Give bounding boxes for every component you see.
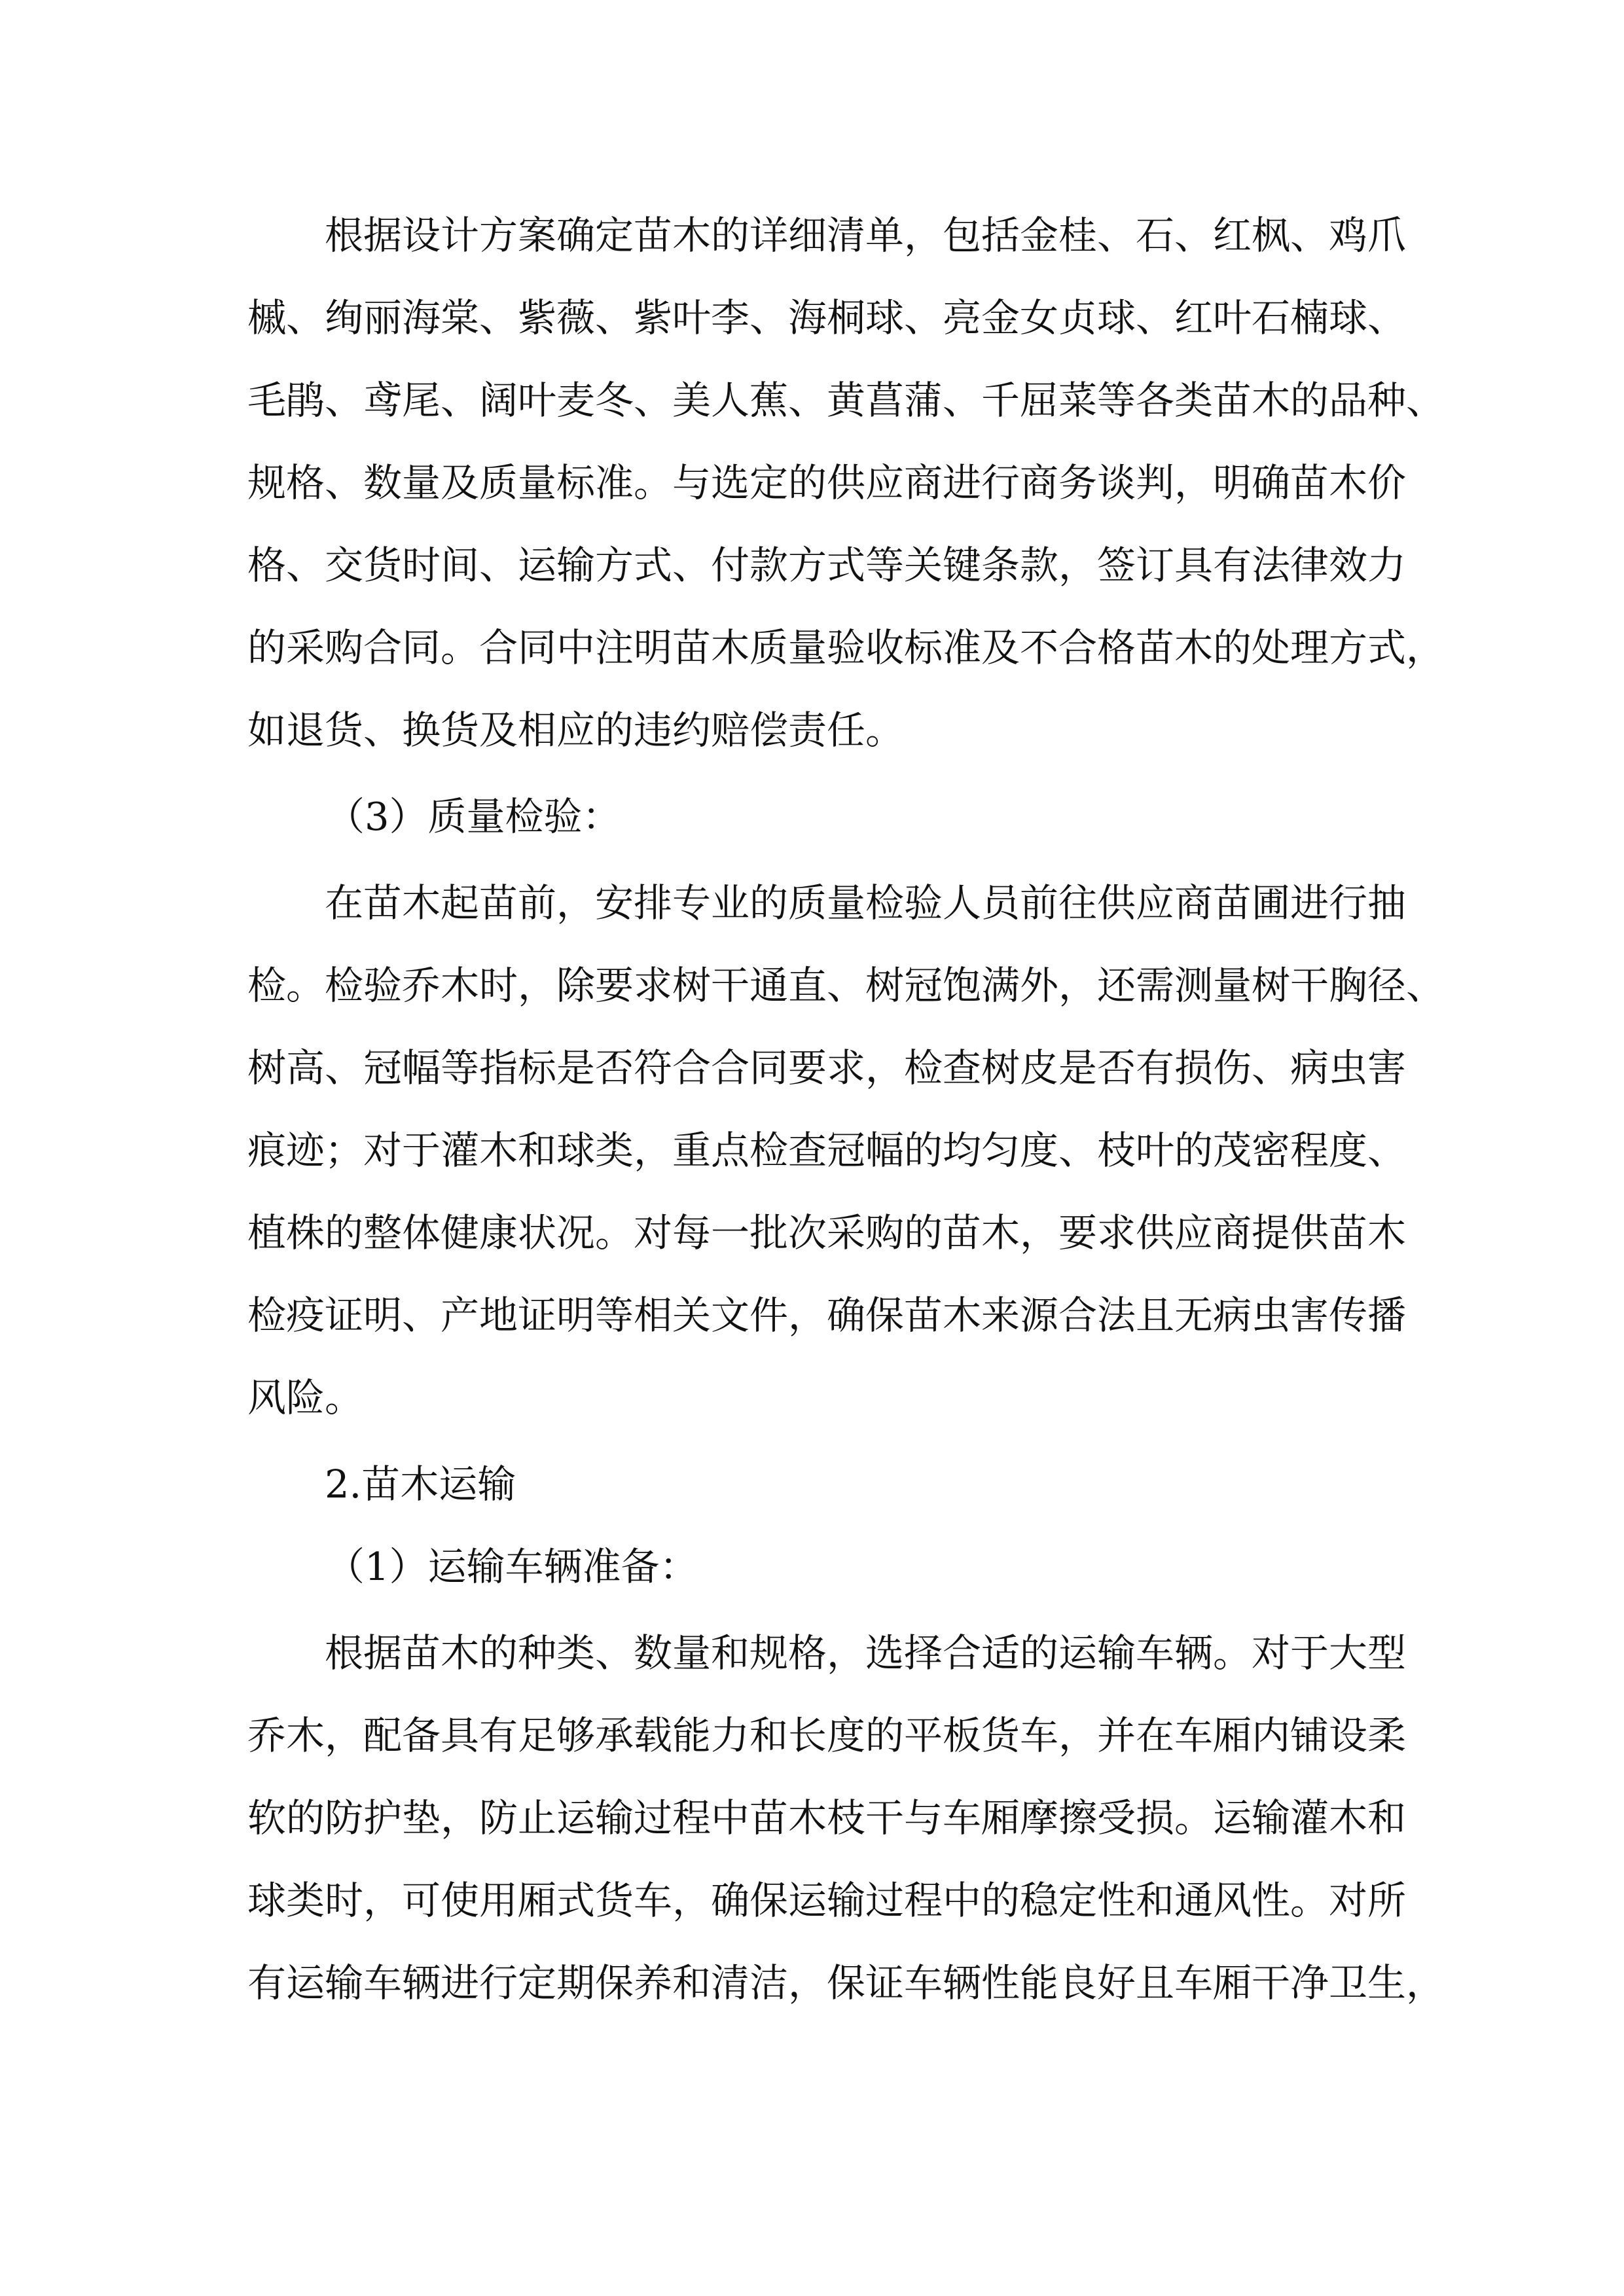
section-heading: （3）质量检验： [326,794,621,839]
paragraph-line: 树高、冠幅等指标是否符合合同要求，检查树皮是否有损伤、病虫害 [247,1045,1407,1090]
paragraph-line: 检疫证明、产地证明等相关文件，确保苗木来源合法且无病虫害传播 [247,1293,1407,1338]
paragraph-line: 植株的整体健康状况。对每一批次采购的苗木，要求供应商提供苗木 [247,1210,1407,1255]
paragraph-line: 根据苗木的种类、数量和规格，选择合适的运输车辆。对于大型 [325,1630,1407,1676]
paragraph-line: 软的防护垫，防止运输过程中苗木枝干与车厢摩擦受损。运输灌木和 [247,1795,1407,1840]
paragraph-line: 有运输车辆进行定期保养和清洁，保证车辆性能良好且车厢干净卫生， [247,1960,1445,2005]
paragraph-line: 槭、绚丽海棠、紫薇、紫叶李、海桐球、亮金女贞球、红叶石楠球、 [247,295,1407,340]
paragraph-line: 在苗木起苗前，安排专业的质量检验人员前往供应商苗圃进行抽 [325,880,1407,925]
paragraph-line: 风险。 [247,1375,364,1420]
paragraph-line: 如退货、换货及相应的违约赔偿责任。 [247,708,905,753]
paragraph-line: 的采购合同。合同中注明苗木质量验收标准及不合格苗木的处理方式， [247,625,1445,670]
section-heading: （1）运输车辆准备： [326,1544,698,1589]
paragraph-line: 根据设计方案确定苗木的详细清单，包括金桂、石、红枫、鸡爪 [325,213,1407,258]
paragraph-line: 毛鹃、鸢尾、阔叶麦冬、美人蕉、黄菖蒲、千屈菜等各类苗木的品种、 [247,378,1445,423]
paragraph-line: 球类时，可使用厢式货车，确保运输过程中的稳定性和通风性。对所 [247,1878,1407,1923]
paragraph-line: 检。检验乔木时，除要求树干通直、树冠饱满外，还需测量树干胸径、 [247,963,1445,1008]
paragraph-line: 痕迹；对于灌木和球类，重点检查冠幅的均匀度、枝叶的茂密程度、 [247,1128,1407,1173]
paragraph-line: 规格、数量及质量标准。与选定的供应商进行商务谈判，明确苗木价 [247,460,1407,505]
paragraph-line: 格、交货时间、运输方式、付款方式等关键条款，签订具有法律效力 [247,543,1407,588]
paragraph-line: 乔木，配备具有足够承载能力和长度的平板货车，并在车厢内铺设柔 [247,1713,1407,1758]
section-heading: 2.苗木运输 [325,1462,516,1507]
